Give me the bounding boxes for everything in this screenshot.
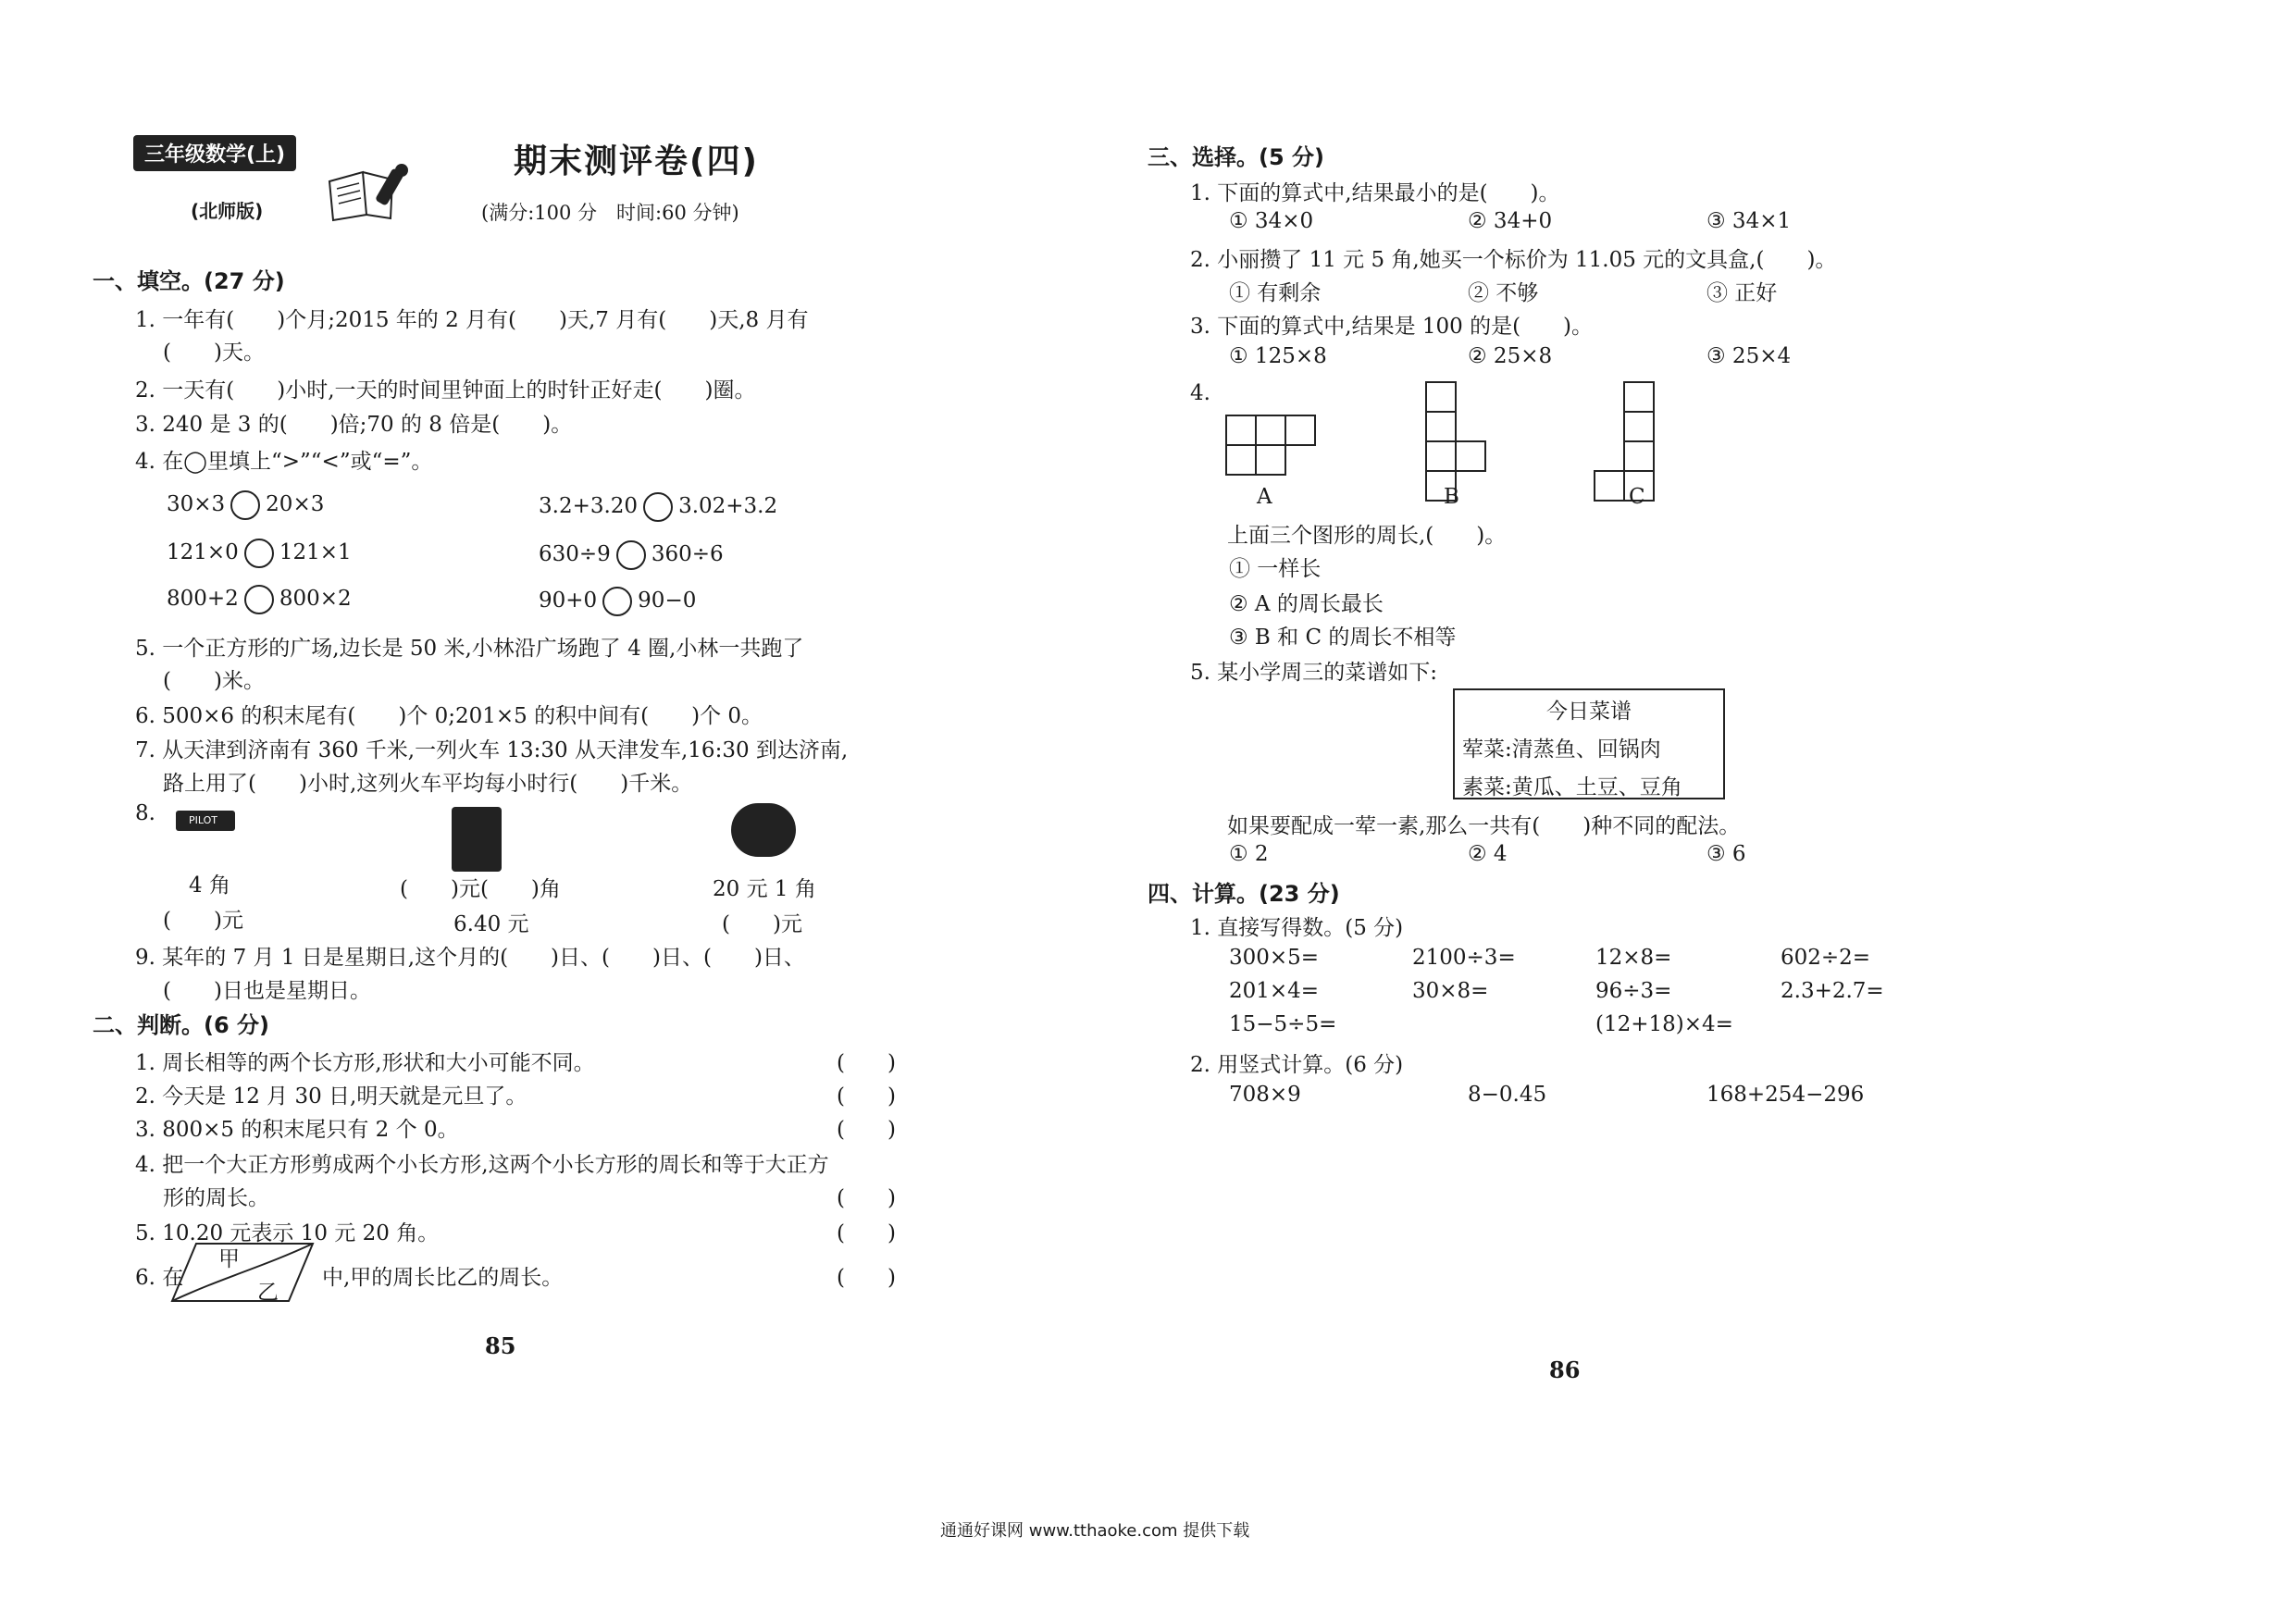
q8-number: 8.: [135, 801, 155, 825]
compare-right: 121×1: [279, 540, 352, 564]
choice-q5-opt2[interactable]: ② 4: [1468, 842, 1508, 866]
menu-box: [1453, 688, 1725, 799]
q1-line1: 1. 一年有( )个月;2015 年的 2 月有( )天,7 月有( )天,8 月有: [135, 308, 809, 332]
q7-line2: 路上用了( )小时,这列火车平均每小时行( )千米。: [163, 772, 693, 796]
judge-6-post: 中,甲的周长比乙的周长。: [322, 1266, 564, 1290]
compare-circle[interactable]: [244, 585, 274, 614]
compare-1: [167, 490, 324, 520]
compare-left: 800+2: [167, 587, 239, 611]
compare-3: [167, 539, 352, 568]
page-number-85: 85: [485, 1332, 516, 1359]
choice-q4: 4.: [1190, 381, 1210, 405]
menu-meat: 荤菜:清蒸鱼、回锅肉: [1462, 737, 1661, 762]
choice-q5: 5. 某小学周三的菜谱如下:: [1190, 661, 1438, 685]
label-yi: 乙: [257, 1281, 279, 1305]
compare-left: 3.2+3.20: [539, 494, 639, 518]
choice-q1-opt1[interactable]: ① 34×0: [1229, 209, 1314, 233]
edition-label: (北师版): [191, 200, 264, 222]
judge-6-pre: 6. 在: [135, 1266, 184, 1290]
book-pen-icon: [326, 163, 418, 224]
page-number-86: 86: [1549, 1357, 1581, 1383]
calc-q1: 1. 直接写得数。(5 分): [1190, 916, 1404, 940]
parallelogram-figure: [168, 1240, 316, 1305]
compare-2: [539, 492, 777, 522]
square-cell: [1255, 415, 1286, 446]
q6: 6. 500×6 的积末尾有( )个 0;201×5 的积中间有( )个 0。: [135, 704, 763, 728]
choice-q2-opt2[interactable]: ② 不够: [1468, 281, 1539, 305]
vertical-3: 168+254−296: [1706, 1083, 1865, 1107]
q8-item3-price: 20 元 1 角: [713, 877, 816, 901]
compare-right: 360÷6: [651, 542, 724, 566]
judge-5-paren[interactable]: ( ): [837, 1221, 896, 1245]
choice-q4-text: 上面三个图形的周长,( )。: [1227, 524, 1507, 548]
right-page: [1148, 0, 2295, 1623]
q8-item2-price: 6.40 元: [453, 912, 529, 936]
choice-q5-text: 如果要配成一荤一素,那么一共有( )种不同的配法。: [1227, 814, 1741, 838]
q4: 4. 在◯里填上“>”“<”或“=”。: [135, 450, 433, 474]
choice-q5-opt3[interactable]: ③ 6: [1706, 842, 1746, 866]
judge-1-paren[interactable]: ( ): [837, 1051, 896, 1075]
square-cell: [1425, 440, 1457, 472]
label-jia: 甲: [218, 1247, 240, 1271]
choice-q3: 3. 下面的算式中,结果是 100 的是( )。: [1190, 315, 1594, 339]
square-cell: [1255, 444, 1286, 476]
shape-label-c: C: [1629, 485, 1645, 509]
grade-badge: 三年级数学(上): [133, 135, 296, 171]
judge-4-line2: 形的周长。: [163, 1186, 269, 1210]
judge-5: 5. 10.20 元表示 10 元 20 角。: [135, 1221, 440, 1245]
calc-r2-3: 96÷3=: [1595, 979, 1672, 1003]
q8-item1-price: 4 角: [189, 873, 230, 898]
calc-r1-3: 12×8=: [1595, 946, 1672, 970]
square-cell: [1594, 470, 1625, 502]
square-cell: [1623, 440, 1655, 472]
compare-4: [539, 540, 724, 570]
judge-2-paren[interactable]: ( ): [837, 1084, 896, 1109]
square-cell: [1455, 440, 1486, 472]
compare-right: 800×2: [279, 587, 352, 611]
vertical-1: 708×9: [1229, 1083, 1301, 1107]
compare-left: 121×0: [167, 540, 239, 564]
choice-q3-opt1[interactable]: ① 125×8: [1229, 344, 1327, 368]
compare-left: 90+0: [539, 588, 598, 613]
section1-heading: 一、填空。(27 分): [93, 268, 285, 294]
square-cell: [1623, 411, 1655, 442]
choice-q4-opt3[interactable]: ③ B 和 C 的周长不相等: [1229, 626, 1457, 650]
ball-image: [731, 803, 796, 857]
compare-circle[interactable]: [643, 492, 673, 522]
compare-5: [167, 585, 352, 614]
calc-r2-2: 30×8=: [1412, 979, 1489, 1003]
section2-heading: 二、判断。(6 分): [93, 1012, 269, 1038]
square-cell: [1285, 415, 1316, 446]
snack-bag-image: [452, 807, 502, 872]
q8-item2-blank: ( )元( )角: [400, 877, 561, 901]
q5-line2: ( )米。: [163, 669, 265, 693]
judge-6-paren[interactable]: ( ): [837, 1266, 896, 1290]
judge-1: 1. 周长相等的两个长方形,形状和大小可能不同。: [135, 1051, 595, 1075]
calc-r1-2: 2100÷3=: [1412, 946, 1516, 970]
compare-circle[interactable]: [616, 540, 646, 570]
choice-q1-opt2[interactable]: ② 34+0: [1468, 209, 1553, 233]
q3: 3. 240 是 3 的( )倍;70 的 8 倍是( )。: [135, 413, 573, 437]
q9-line1: 9. 某年的 7 月 1 日是星期日,这个月的( )日、( )日、( )日、: [135, 946, 805, 970]
compare-right: 20×3: [266, 492, 325, 516]
compare-right: 90−0: [638, 588, 697, 613]
judge-4-line1: 4. 把一个大正方形剪成两个小长方形,这两个小长方形的周长和等于大正方: [135, 1153, 829, 1177]
calc-r3-2: (12+18)×4=: [1595, 1012, 1733, 1036]
choice-q4-opt1[interactable]: ① 一样长: [1229, 557, 1322, 581]
calc-r1-4: 602÷2=: [1781, 946, 1871, 970]
compare-circle[interactable]: [244, 539, 274, 568]
shape-label-a: A: [1257, 485, 1272, 509]
vertical-2: 8−0.45: [1468, 1083, 1547, 1107]
compare-circle[interactable]: [602, 587, 632, 616]
square-cell: [1225, 444, 1257, 476]
choice-q1-opt3[interactable]: ③ 34×1: [1706, 209, 1792, 233]
compare-right: 3.02+3.2: [678, 494, 778, 518]
q8-item1-blank: ( )元: [163, 909, 243, 933]
compare-left: 630÷9: [539, 542, 611, 566]
footer-credit: 通通好课网 www.tthaoke.com 提供下载: [940, 1521, 1250, 1541]
compare-left: 30×3: [167, 492, 226, 516]
choice-q2-opt1[interactable]: ① 有剩余: [1229, 281, 1322, 305]
exam-subtitle: (满分:100 分 时间:60 分钟): [481, 202, 739, 224]
square-cell: [1425, 411, 1457, 442]
square-cell: [1425, 381, 1457, 413]
q5-line1: 5. 一个正方形的广场,边长是 50 米,小林沿广场跑了 4 圈,小林一共跑了: [135, 637, 804, 661]
choice-q1: 1. 下面的算式中,结果最小的是( )。: [1190, 181, 1560, 205]
q2: 2. 一天有( )小时,一天的时间里钟面上的时针正好走( )圈。: [135, 378, 756, 403]
shape-label-b: B: [1444, 485, 1459, 509]
square-cell: [1225, 415, 1257, 446]
section3-heading: 三、选择。(5 分): [1148, 144, 1324, 170]
calc-r3-1: 15−5÷5=: [1229, 1012, 1337, 1036]
judge-3: 3. 800×5 的积末尾只有 2 个 0。: [135, 1118, 459, 1142]
calc-r1-1: 300×5=: [1229, 946, 1320, 970]
calc-r2-1: 201×4=: [1229, 979, 1320, 1003]
menu-title: 今日菜谱: [1546, 700, 1632, 724]
choice-q3-opt2[interactable]: ② 25×8: [1468, 344, 1553, 368]
choice-q5-opt1[interactable]: ① 2: [1229, 842, 1269, 866]
choice-q3-opt3[interactable]: ③ 25×4: [1706, 344, 1792, 368]
compare-6: [539, 587, 696, 616]
calc-r2-4: 2.3+2.7=: [1781, 979, 1884, 1003]
choice-q2-opt3[interactable]: ③ 正好: [1706, 281, 1778, 305]
q9-line2: ( )日也是星期日。: [163, 979, 371, 1003]
calc-q2: 2. 用竖式计算。(6 分): [1190, 1053, 1404, 1077]
section4-heading: 四、计算。(23 分): [1148, 881, 1340, 907]
compare-circle[interactable]: [230, 490, 260, 520]
q7-line1: 7. 从天津到济南有 360 千米,一列火车 13:30 从天津发车,16:30 到达济南,: [135, 738, 849, 762]
choice-q4-opt2[interactable]: ② A 的周长最长: [1229, 592, 1384, 616]
menu-veg: 素菜:黄瓜、土豆、豆角: [1462, 775, 1682, 799]
judge-3-paren[interactable]: ( ): [837, 1118, 896, 1142]
square-cell: [1623, 381, 1655, 413]
choice-q2: 2. 小丽攒了 11 元 5 角,她买一个标价为 11.05 元的文具盒,( )。: [1190, 248, 1837, 272]
pen-image: [176, 811, 235, 831]
judge-4-paren[interactable]: ( ): [837, 1186, 896, 1210]
q1-line2: ( )天。: [163, 341, 265, 365]
judge-2: 2. 今天是 12 月 30 日,明天就是元旦了。: [135, 1084, 527, 1109]
exam-title: 期末测评卷(四): [514, 142, 759, 180]
pen-brand: PILOT: [189, 814, 217, 826]
q8-item3-blank: ( )元: [722, 912, 802, 936]
